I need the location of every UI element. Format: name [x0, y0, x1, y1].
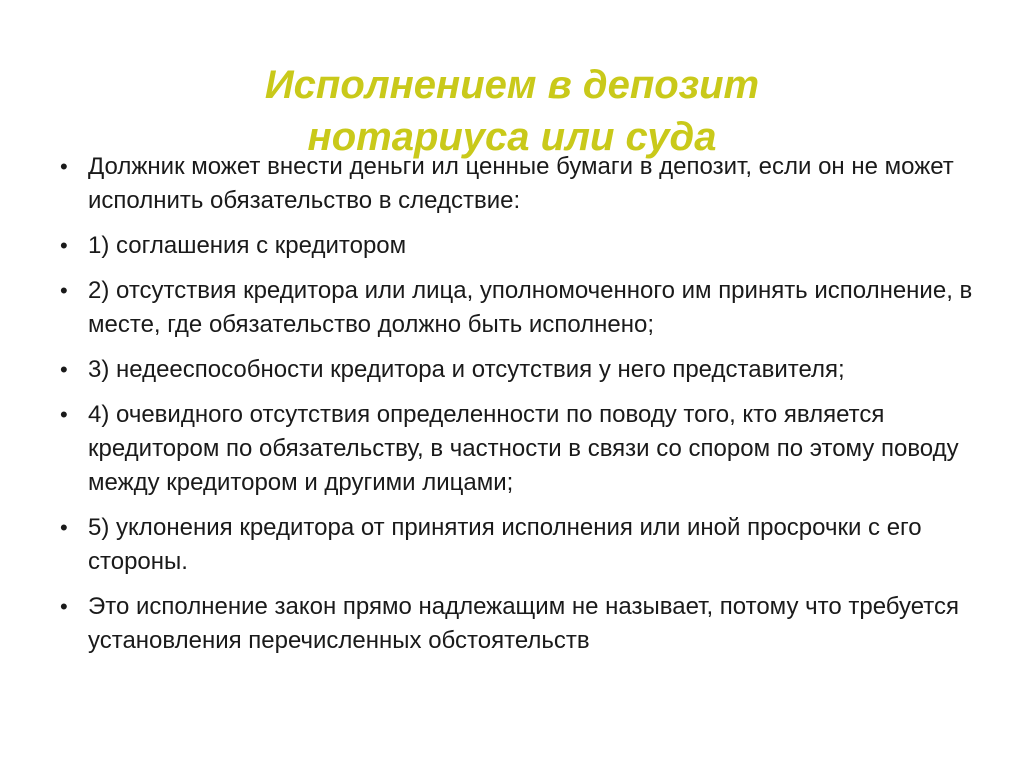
- bullet-item: [60, 398, 980, 500]
- bullet-item: [60, 353, 980, 387]
- bullet-text: Это исполнение закон прямо надлежащим не называет, потому что требуется установления перечисленных обстоятельств: [88, 593, 959, 654]
- bullet-icon: •: [60, 233, 68, 258]
- bullet-item: [60, 229, 980, 263]
- bullet-icon: •: [60, 402, 68, 427]
- slide-title: [0, 59, 1024, 163]
- bullet-text: 3) недееспособности кредитора и отсутствия у него представителя;: [88, 356, 845, 383]
- bullet-list: [60, 150, 980, 669]
- bullet-icon: •: [60, 357, 68, 382]
- bullet-text: Должник может внести деньги ил ценные бумаги в депозит, если он не может исполнить обязательство в следствие:: [88, 153, 954, 214]
- slide-title-line-2: нотариуса или суда: [307, 114, 717, 159]
- bullet-icon: •: [60, 515, 68, 540]
- slide-title-line-1: Исполнением в депозит: [264, 62, 760, 107]
- bullet-icon: •: [60, 154, 68, 179]
- bullet-icon: •: [60, 594, 68, 619]
- bullet-text: 4) очевидного отсутствия определенности по поводу того, кто является кредитором по обязательству, в частности в связи со спором по этому поводу между кредитором и другими лицами;: [88, 401, 959, 496]
- bullet-item: [60, 511, 980, 579]
- bullet-icon: •: [60, 278, 68, 303]
- bullet-text: 1) соглашения с кредитором: [88, 232, 407, 259]
- bullet-item: [60, 150, 980, 218]
- bullet-item: [60, 274, 980, 342]
- bullet-text: 5) уклонения кредитора от принятия исполнения или иной просрочки с его стороны.: [88, 514, 922, 575]
- bullet-item: [60, 590, 980, 658]
- bullet-text: 2) отсутствия кредитора или лица, уполномоченного им принять исполнение, в месте, где обязательство должно быть исполнено;: [88, 277, 973, 338]
